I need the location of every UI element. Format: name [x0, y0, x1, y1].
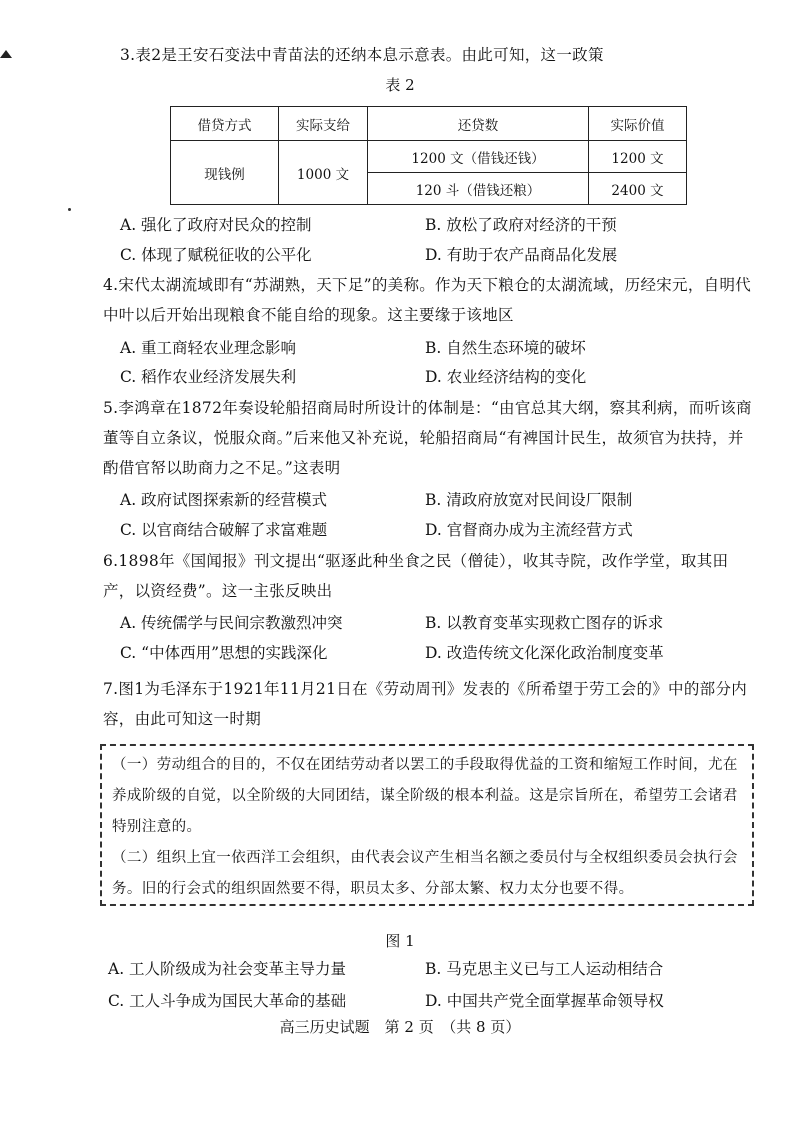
- q5-option-d[interactable]: D. 官督商办成为主流经营方式: [425, 521, 633, 539]
- q5-option-b[interactable]: B. 清政府放宽对民间设厂限制: [425, 491, 633, 509]
- q6-option-b[interactable]: B. 以教育变革实现救亡图存的诉求: [425, 614, 664, 632]
- q4-option-c[interactable]: C. 稻作农业经济发展失利: [120, 368, 297, 386]
- q4-option-d[interactable]: D. 农业经济结构的变化: [425, 368, 587, 386]
- table-row: [171, 141, 687, 173]
- q7-option-c[interactable]: C. 工人斗争成为国民大革命的基础: [108, 992, 347, 1010]
- q3-loan-table: [170, 106, 687, 205]
- q3-option-b[interactable]: B. 放松了政府对经济的干预: [425, 216, 617, 234]
- corner-mark: [0, 50, 12, 58]
- table-header: 借贷方式: [171, 107, 279, 141]
- q5-stem: 5.李鸿章在1872年奏设轮船招商局时所设计的体制是：“由官总其大纲，察其利病，而听该商董等自立条议，悦服众商。”后来他又补充说，轮船招商局“有裨国计民生，故须官为扶持，并酌借官帑以助商力之不足。”这表明: [103, 399, 752, 477]
- quote-paragraph: （一）劳动组合的目的，不仅在团结劳动者以罢工的手段取得优益的工资和缩短工作时间，尤在养成阶级的自觉，以全阶级的大同团结，谋全阶级的根本利益。这是宗旨所在，希望劳工会诸君特别注意的。: [112, 757, 738, 835]
- q3-option-a[interactable]: A. 强化了政府对民众的控制: [120, 216, 312, 234]
- q4-option-b[interactable]: B. 自然生态环境的破坏: [425, 339, 586, 357]
- table-cell-method: 现钱例: [171, 141, 279, 205]
- quote-paragraph: （二）组织上宜一依西洋工会组织，由代表会议产生相当名额之委员付与全权组织委员会执行会务。旧的行会式的组织固然要不得，职员太多、分部太繁、权力太分也要不得。: [112, 850, 738, 897]
- table-cell-repay: 1200 文（借钱还钱）: [368, 141, 589, 173]
- table-header-row: [171, 107, 687, 141]
- q7-option-a[interactable]: A. 工人阶级成为社会变革主导力量: [108, 960, 347, 978]
- q3-table-caption: 表 2: [385, 76, 415, 94]
- table-cell-given: 1000 文: [279, 141, 368, 205]
- q3-stem: 3.表2是王安石变法中青苗法的还纳本息示意表。由此可知，这一政策: [120, 46, 604, 64]
- q7-figure-caption: 图 1: [385, 932, 415, 950]
- table-header: 还贷数: [368, 107, 589, 141]
- table-cell-value: 1200 文: [589, 141, 687, 173]
- table-cell-repay: 120 斗（借钱还粮）: [368, 173, 589, 205]
- table-header: 实际支给: [279, 107, 368, 141]
- q6-option-d[interactable]: D. 改造传统文化深化政治制度变革: [425, 644, 664, 662]
- q6-option-c[interactable]: C. “中体西用”思想的实践深化: [120, 644, 328, 662]
- q5-option-a[interactable]: A. 政府试图探索新的经营模式: [120, 491, 328, 509]
- page-footer: 高三历史试题 第 2 页 （共 8 页）: [279, 1018, 521, 1036]
- q7-option-d[interactable]: D. 中国共产党全面掌握革命领导权: [425, 992, 664, 1010]
- table-header: 实际价值: [589, 107, 687, 141]
- q4-stem: 4.宋代太湖流域即有“苏湖熟，天下足”的美称。作为天下粮仓的太湖流域，历经宋元，自明代中叶以后开始出现粮食不能自给的现象。这主要缘于该地区: [103, 276, 752, 324]
- q3-option-c[interactable]: C. 体现了赋税征收的公平化: [120, 246, 312, 264]
- q6-option-a[interactable]: A. 传统儒学与民间宗教激烈冲突: [120, 614, 343, 632]
- table-cell-value: 2400 文: [589, 173, 687, 205]
- q7-option-b[interactable]: B. 马克思主义已与工人运动相结合: [425, 960, 664, 978]
- q5-option-c[interactable]: C. 以官商结合破解了求富难题: [120, 521, 328, 539]
- q7-quote-box: [100, 744, 754, 906]
- q7-stem: 7.图1为毛泽东于1921年11月21日在《劳动周刊》发表的《所希望于劳工会的》中的部分内容，由此可知这一时期: [103, 680, 748, 728]
- q4-option-a[interactable]: A. 重工商轻农业理念影响: [120, 339, 297, 357]
- stray-dot: [68, 208, 71, 211]
- q6-stem: 6.1898年《国闻报》刊文提出“驱逐此种坐食之民（僧徒），收其寺院，改作学堂，取其田产，以资经费”。这一主张反映出: [103, 552, 729, 600]
- q3-option-d[interactable]: D. 有助于农产品商品化发展: [425, 246, 618, 264]
